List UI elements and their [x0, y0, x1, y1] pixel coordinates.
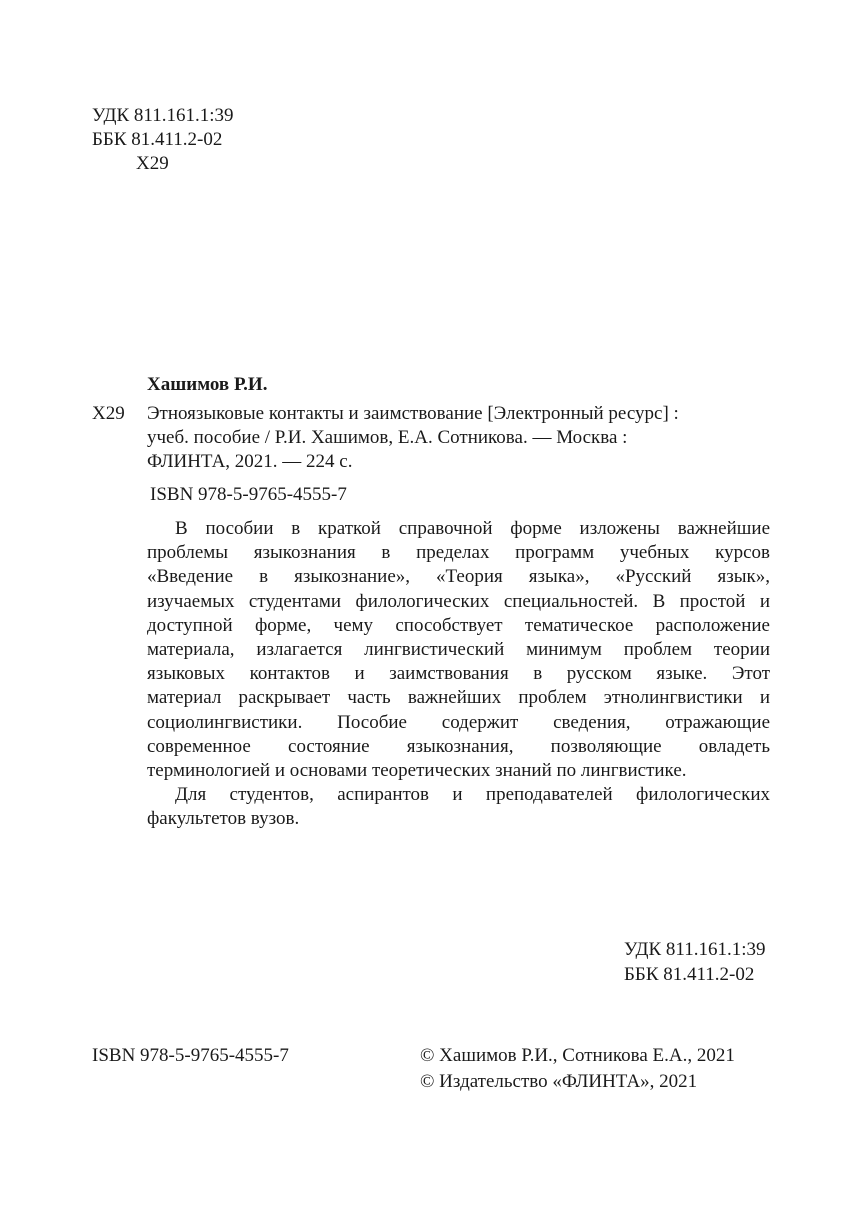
- bottom-classification-codes: [624, 938, 766, 987]
- copyright-publisher: © Издательство «ФЛИНТА», 2021: [420, 1071, 698, 1092]
- record-isbn: ISBN 978-5-9765-4555-7: [150, 484, 347, 505]
- bibliographic-description: [147, 402, 770, 474]
- annotation-line: материал раскрывает часть важнейших проблем этнолингвистики и: [147, 687, 770, 709]
- bbk-code: ББК 81.411.2-02: [92, 129, 223, 150]
- annotation-line: доступной форме, чему способствует тематическое расположение: [147, 614, 770, 636]
- annotation-line: языковых контактов и заимствования в русском языке. Этот: [147, 663, 770, 685]
- annotation-line: социолингвистики. Пособие содержит сведения, отражающие: [147, 711, 770, 733]
- description-line: учеб. пособие / Р.И. Хашимов, Е.А. Сотникова. — Москва :: [147, 427, 628, 448]
- description-line: Этноязыковые контакты и заимствование [Электронный ресурс] :: [147, 403, 679, 424]
- bbk-code: ББК 81.411.2-02: [624, 963, 755, 985]
- footer-isbn: ISBN 978-5-9765-4555-7: [92, 1045, 289, 1066]
- annotation: [147, 517, 770, 831]
- annotation-line: современное состояние языкознания, позволяющие овладеть: [147, 735, 770, 757]
- annotation-line: В пособии в краткой справочной форме изложены важнейшие: [175, 518, 770, 539]
- copyright-block: [420, 1044, 735, 1096]
- author-name: Хашимов Р.И.: [147, 374, 268, 395]
- annotation-line: проблемы языкознания в пределах программ учебных курсов: [147, 542, 770, 564]
- annotation-line: факультетов вузов.: [147, 808, 300, 830]
- copyright-authors: © Хашимов Р.И., Сотникова Е.А., 2021: [420, 1045, 735, 1066]
- top-classification-codes: [92, 104, 234, 176]
- annotation-line: материала, излагается лингвистический минимум проблем теории: [147, 638, 770, 660]
- annotation-line: изучаемых студентами филологических специальностей. В простой и: [147, 590, 770, 612]
- catalog-author-mark: Х29: [92, 403, 125, 424]
- udk-code: УДК 811.161.1:39: [624, 939, 766, 960]
- annotation-line: терминологией и основами теоретических знаний по лингвистике.: [147, 759, 687, 781]
- author-mark: Х29: [136, 153, 169, 174]
- annotation-line: Для студентов, аспирантов и преподавателей филологических: [175, 784, 770, 806]
- annotation-line: «Введение в языкознание», «Теория языка», «Русский язык»,: [147, 566, 770, 588]
- description-line: ФЛИНТА, 2021. — 224 с.: [147, 451, 353, 472]
- udk-code: УДК 811.161.1:39: [92, 105, 234, 126]
